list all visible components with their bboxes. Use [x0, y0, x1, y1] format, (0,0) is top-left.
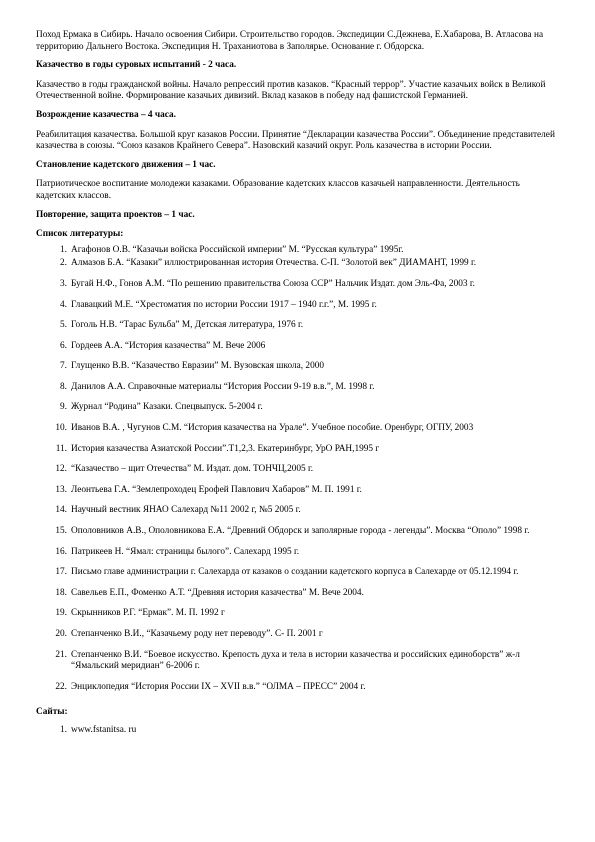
list-item-number: 18. — [55, 587, 67, 598]
literature-item — [36, 382, 556, 394]
literature-item — [36, 361, 556, 373]
list-item-number: 9. — [60, 402, 67, 413]
literature-item — [36, 526, 556, 538]
literature-item — [36, 682, 556, 694]
list-item-number: 20. — [55, 629, 67, 639]
list-item-number: 22. — [55, 681, 67, 692]
list-item-text: Журнал “Родина” Казаки. Спецвыпуск. 5-2004 г. — [71, 402, 263, 413]
list-item-number: 4. — [60, 299, 67, 310]
section-revival — [36, 110, 556, 153]
literature-item — [36, 245, 556, 257]
list-item-text: Агафонов О.В. “Казачьи войска Российской империи” М. “Русская культура” 1995г. — [71, 244, 404, 255]
list-item-number: 2. — [60, 258, 67, 269]
list-item-text: Энциклопедия “История России IX – XVII в.в.” “ОЛМА – ПРЕСС” 2004 г. — [71, 681, 366, 692]
literature-item — [36, 320, 556, 332]
section-heading: Казачество в годы суровых испытаний - 2 часа. — [36, 60, 237, 71]
section-text: Реабилитация казачества. Большой круг казаков России. Принятие “Декларации казачества России”. Объединение представителей казачества в союзы. “Союз казаков Крайнего Севера”. Назовский казачий округ. Роль казачества в истории России. — [36, 129, 555, 152]
list-item-text: Данилов А.А. Справочные материалы “История России 9-19 в.в.”, М. 1998 г. — [71, 381, 375, 392]
list-item-number: 14. — [55, 505, 67, 516]
sites-list — [36, 725, 556, 737]
list-item-text: “Казачество – щит Отечества” М. Издат. дом. ТОНЧЦ,2005 г. — [71, 464, 314, 475]
list-item-text: Иванов В.А. , Чугунов С.М. “История казачества на Урале”. Учебное пособие. Оренбург, ОГПУ, 2003 — [71, 423, 474, 434]
list-item-text: Ополовников А.В., Ополовникова Е.А. “Древний Обдорск и заполярные города - легенды”. Москва “Ополо” 1998 г. — [71, 526, 530, 537]
section-review — [36, 210, 556, 222]
list-item-number: 21. — [55, 649, 67, 660]
site-item — [36, 725, 556, 737]
list-item-text: Гордеев А.А. “История казачества” М. Вече 2006 — [71, 340, 266, 351]
literature-item — [36, 341, 556, 353]
list-item-number: 11. — [55, 443, 67, 454]
literature-item — [36, 650, 556, 673]
list-item-number: 6. — [60, 340, 67, 351]
literature-heading: Список литературы: — [36, 229, 124, 240]
list-item-number: 10. — [55, 423, 67, 434]
list-item-text: Научный вестник ЯНАО Салехард №11 2002 г, №5 2005 г. — [71, 505, 301, 516]
list-item-number: 12. — [55, 464, 67, 475]
literature-item — [36, 588, 556, 600]
section-heading: Повторение, защита проектов – 1 час. — [36, 209, 195, 220]
literature-item — [36, 629, 556, 641]
literature-item — [36, 567, 556, 579]
literature-item — [36, 258, 556, 270]
literature-item — [36, 279, 556, 291]
sites-heading: Сайты: — [36, 707, 68, 718]
list-item-number: 19. — [55, 608, 67, 619]
list-item-number: 13. — [55, 484, 67, 495]
list-item-number: 17. — [55, 567, 67, 578]
list-item-number: 3. — [60, 278, 67, 289]
list-item-text: Глущенко В.В. “Казачество Евразии” М. Вузовская школа, 2000 — [71, 361, 325, 372]
list-item-number: 1. — [60, 724, 67, 735]
section-hardship — [36, 60, 556, 103]
literature-item — [36, 505, 556, 517]
section-text: Патриотическое воспитание молодежи казаками. Образование кадетских классов казачьей направленности. Деятельность кадетских классов. — [36, 179, 520, 201]
list-item-text: Гоголь Н.В. “Тарас Бульба” М, Детская литература, 1976 г. — [71, 320, 304, 331]
literature-item — [36, 547, 556, 559]
list-item-text: Алмазов Б.А. “Казаки” иллюстрированная история Отечества. С-П. “Золотой век” ДИАМАНТ, 1999 г. — [71, 258, 477, 269]
section-heading: Возрождение казачества – 4 часа. — [36, 109, 177, 120]
literature-item — [36, 444, 556, 456]
list-item-text: Степанченко В.И., “Казачьему роду нет переводу”. С- П. 2001 г — [71, 629, 323, 639]
list-item-text: Степанченко В.И. “Боевое искусство. Крепость духа и тела в истории казачества и российских единоборств” ж-л “Ямальский меридиан” 6-2006 г. — [71, 649, 520, 672]
list-item-text: Скрынников Р.Г. “Ермак”. М. П. 1992 г — [71, 608, 225, 619]
literature-list — [36, 245, 556, 694]
list-item-text: www.fstanitsa. ru — [71, 724, 137, 735]
list-item-text: История казачества Азиатской России”.Т1,2,3. Екатеринбург, УрО РАН,1995 г — [71, 443, 380, 454]
section-heading: Становление кадетского движения – 1 час. — [36, 159, 216, 170]
literature-item — [36, 402, 556, 414]
intro-paragraph: Поход Ермака в Сибирь. Начало освоения Сибири. Строительство городов. Экспедиции С.Дежнева, Е.Хабарова, В. Атласова на территорию Дальнего Востока. Экспедиция Н. Трахaниотова в Заполярье. Основание г. Обдорска. — [36, 30, 544, 52]
literature-item — [36, 464, 556, 476]
literature-item — [36, 608, 556, 620]
section-cadet-movement — [36, 160, 556, 203]
list-item-number: 5. — [60, 320, 67, 331]
list-item-text: Бугай Н.Ф., Гонов А.М. “По решению правительства Союза ССР” Нальчик Издат. дом Эль-Фа, 2003 г. — [71, 278, 475, 289]
list-item-text: Савельев Е.П., Фоменко А.Т. “Древняя история казачества” М. Вече 2004. — [71, 587, 364, 598]
literature-item — [36, 423, 556, 435]
list-item-text: Письмо главе администрации г. Салехарда от казаков о создании кадетского корпуса в Салехарде от 05.12.1994 г. — [71, 567, 519, 578]
list-item-number: 1. — [60, 244, 67, 255]
document-content — [36, 30, 556, 737]
list-item-text: Патрикеев Н. “Ямал: страницы былого”. Салехард 1995 г. — [71, 546, 300, 557]
list-item-text: Леонтьева Г.А. “Землепроходец Ерофей Павлович Хабаров” М. П. 1991 г. — [71, 484, 362, 495]
section-text: Казачество в годы гражданской войны. Начало репрессий против казаков. “Красный террор”. Участие казачьих войск в Великой Отечественной войне. Формирование казачьих дивизий. Вклад казаков в победу над фашистской Германией. — [36, 79, 546, 102]
literature-item — [36, 300, 556, 312]
list-item-text: Главацкий М.Е. “Хрестоматия по истории России 1917 – 1940 г.г.”, М. 1995 г. — [71, 299, 377, 310]
list-item-number: 8. — [60, 381, 67, 392]
list-item-number: 16. — [55, 546, 67, 557]
literature-item — [36, 485, 556, 497]
list-item-number: 7. — [60, 361, 67, 372]
list-item-number: 15. — [55, 526, 67, 537]
